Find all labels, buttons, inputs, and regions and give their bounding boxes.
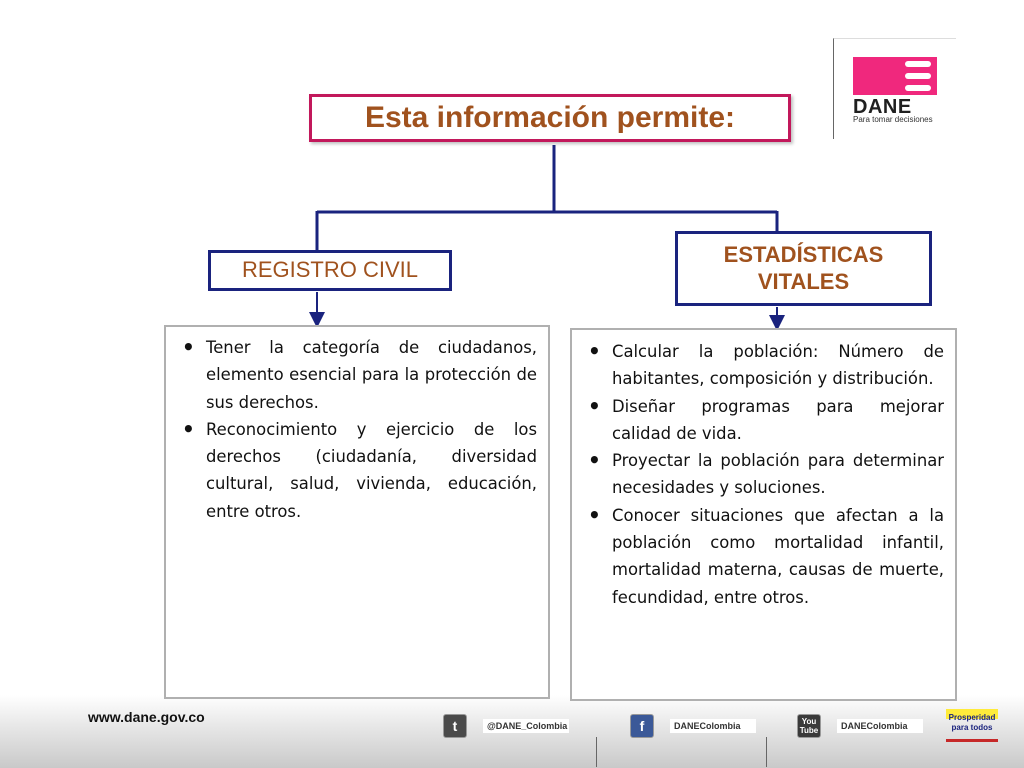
- list-item: • Reconocimiento y ejercicio de los derechos (ciudadanía, diversidad cultural, salud, vivienda, educación, entre otros.: [182, 416, 537, 525]
- dane-logo-mark: [853, 57, 937, 95]
- youtube-link[interactable]: [797, 714, 923, 738]
- list-item: • Tener la categoría de ciudadanos, elemento esencial para la protección de sus derechos.: [182, 334, 537, 416]
- logo-tagline: Para tomar decisiones: [853, 115, 933, 124]
- category-label-left: REGISTRO CIVIL: [241, 257, 419, 283]
- youtube-handle: DANEColombia: [837, 719, 923, 733]
- twitter-link[interactable]: [443, 714, 569, 738]
- category-registro-civil: [208, 250, 452, 291]
- list-item: • Diseñar programas para mejorar calidad de vida.: [588, 393, 944, 448]
- left-list-box: [164, 325, 550, 699]
- facebook-link[interactable]: [630, 714, 756, 738]
- list-item: • Calcular la población: Número de habitantes, composición y distribución.: [588, 338, 944, 393]
- footer-divider: [596, 737, 597, 767]
- category-estadisticas-vitales: [675, 231, 932, 306]
- facebook-handle: DANEColombia: [670, 719, 756, 733]
- logo-name: DANE: [853, 96, 912, 118]
- footer-divider: [766, 737, 767, 767]
- twitter-icon: t: [443, 714, 467, 738]
- right-bullet-list: [588, 338, 944, 611]
- list-item: • Proyectar la población para determinar necesidades y soluciones.: [588, 447, 944, 502]
- twitter-handle: @DANE_Colombia: [483, 719, 569, 733]
- list-item: • Conocer situaciones que afectan a la población como mortalidad infantil, mortalidad materna, causas de muerte, fecundidad, entre otros.: [588, 502, 944, 611]
- dane-logo: [833, 38, 956, 139]
- left-bullet-list: [182, 334, 537, 525]
- category-label-right: ESTADÍSTICAS VITALES: [723, 242, 884, 294]
- prosperidad-text: Prosperidad para todos: [948, 713, 996, 732]
- prosperidad-badge: [946, 709, 998, 742]
- website-link[interactable]: www.dane.gov.co: [88, 709, 205, 725]
- right-list-box: [570, 328, 957, 701]
- page-title: Esta información permite:: [364, 101, 736, 134]
- facebook-icon: f: [630, 714, 654, 738]
- title-box: [309, 94, 791, 142]
- youtube-icon: You Tube: [797, 714, 821, 738]
